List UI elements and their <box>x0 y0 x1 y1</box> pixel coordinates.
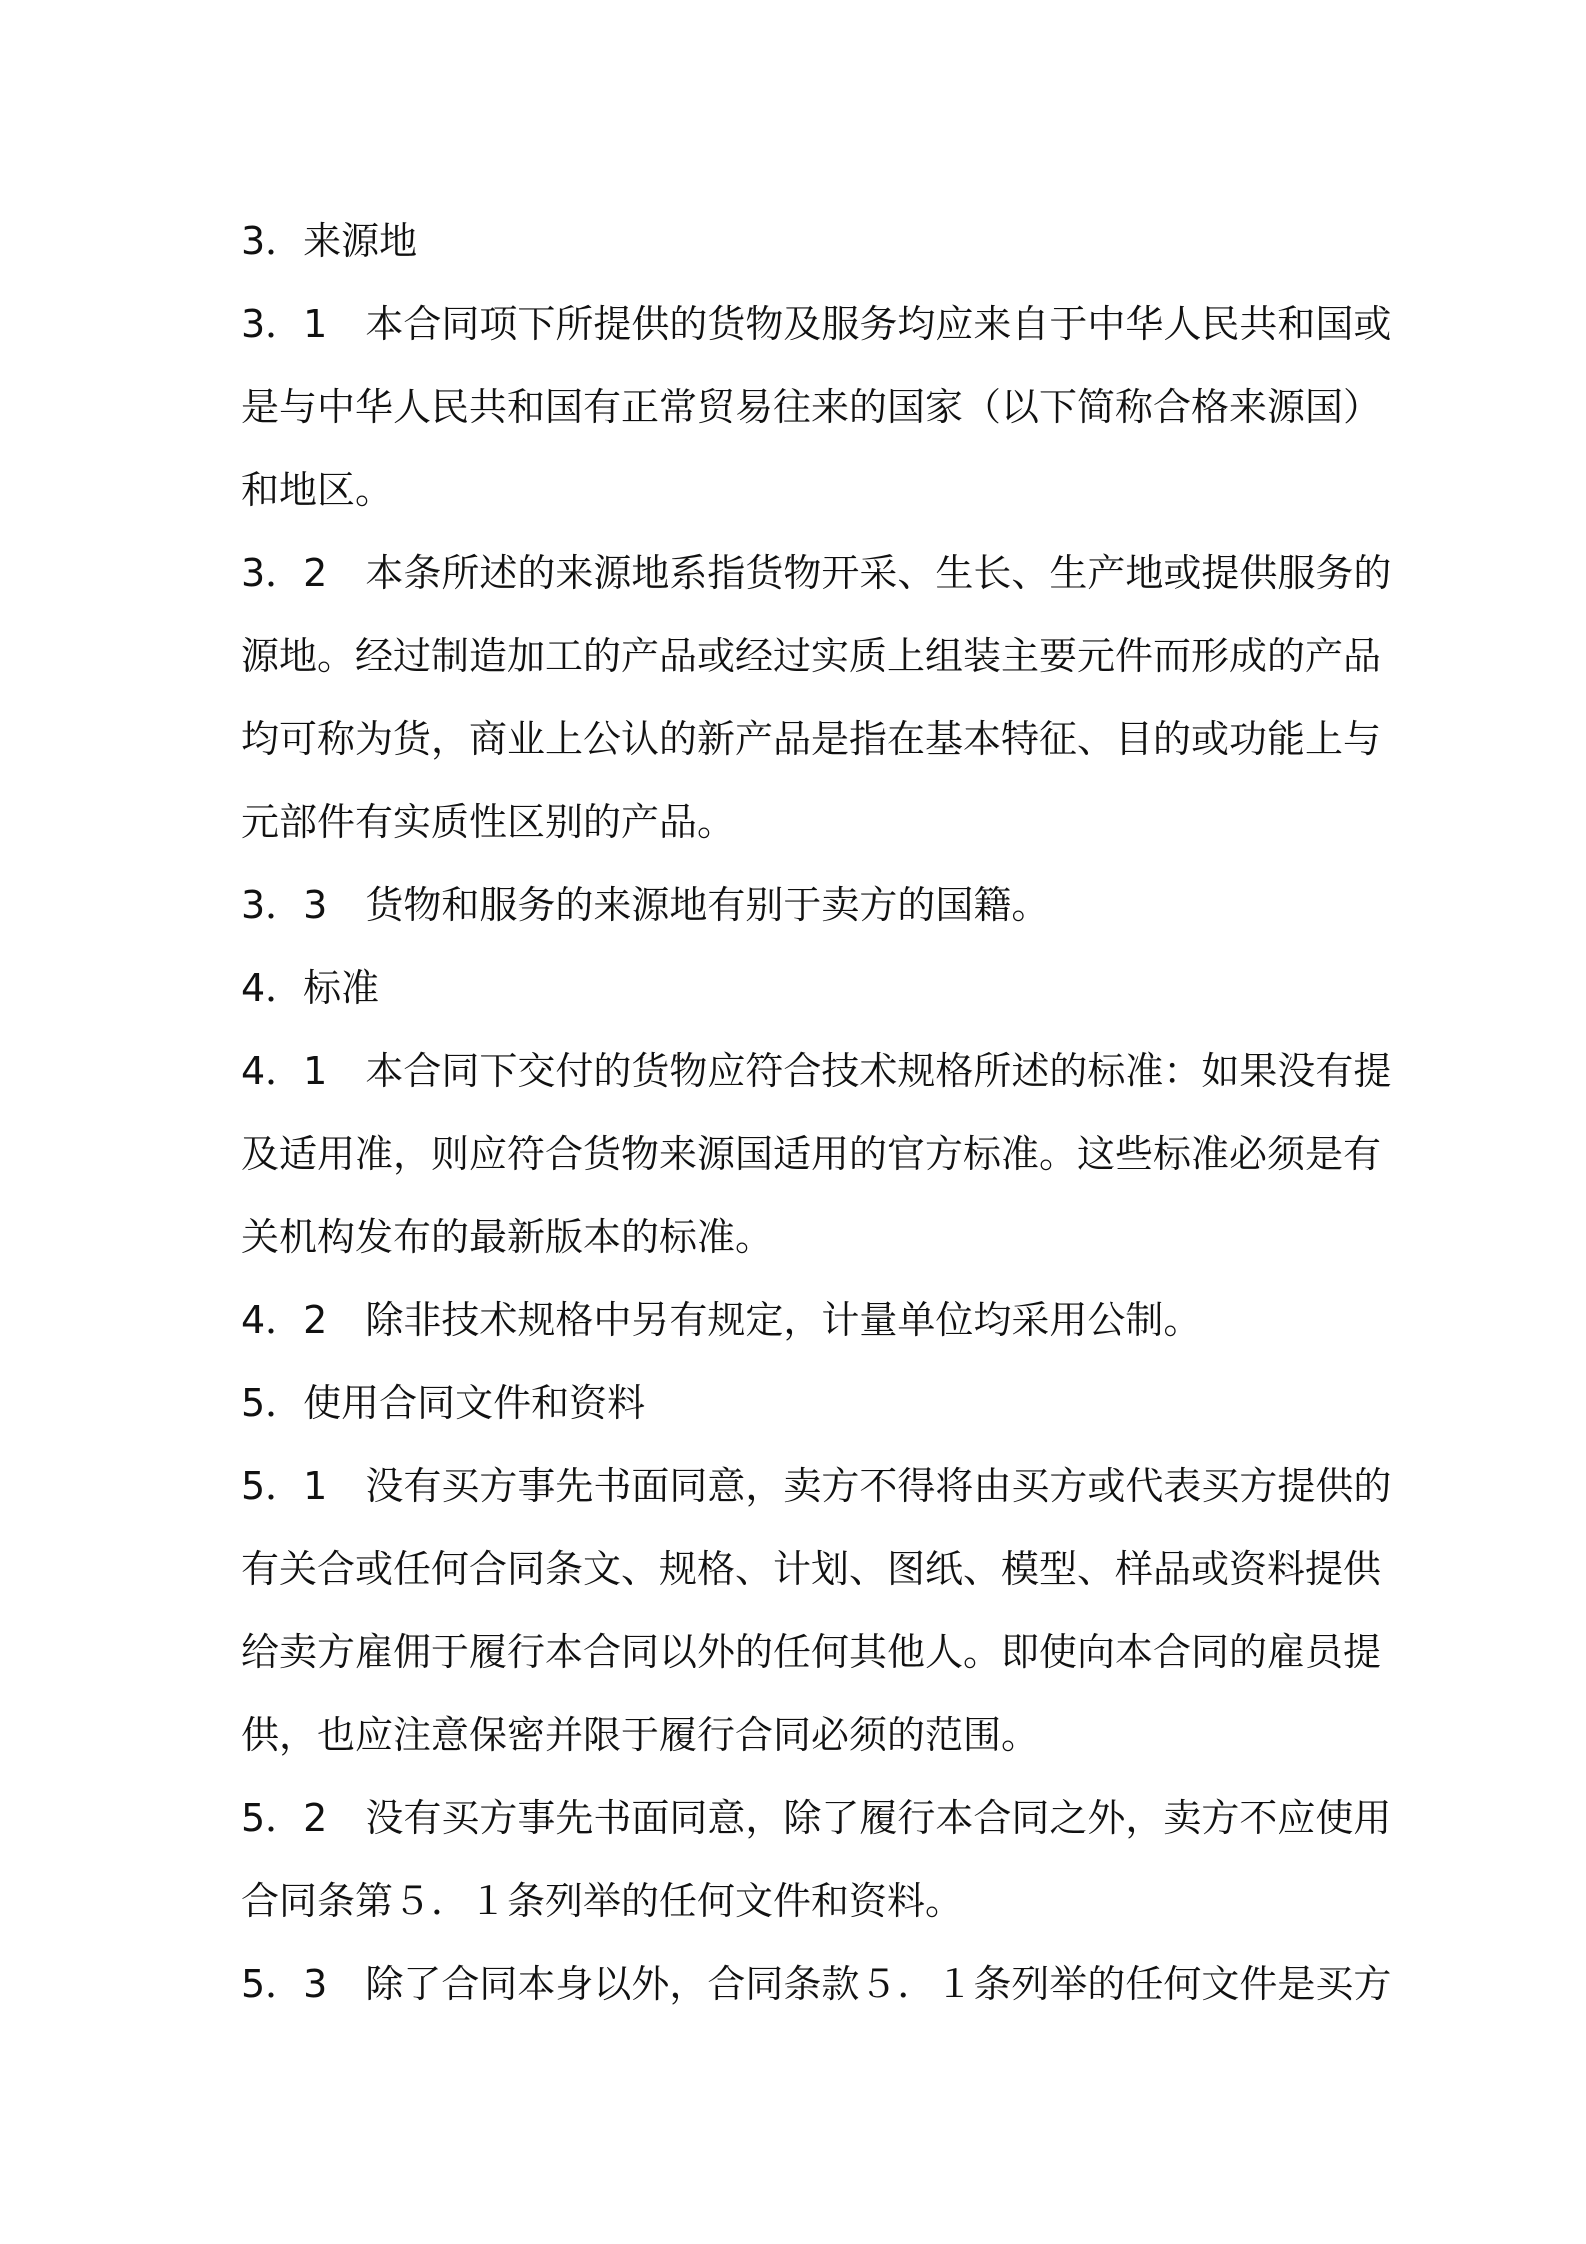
clause-3-2-line-1: 3．2 本条所述的来源地系指货物开采、生长、生产地或提供服务的 <box>241 551 1392 595</box>
clause-3-3-line-1: 3．3 货物和服务的来源地有别于卖方的国籍。 <box>241 883 1050 927</box>
clause-4-1-line-1: 4．1 本合同下交付的货物应符合技术规格所述的标准：如果没有提 <box>241 1049 1392 1093</box>
clause-3-2-line-3: 均可称为货，商业上公认的新产品是指在基本特征、目的或功能上与 <box>241 717 1382 761</box>
clause-3-2-line-4: 元部件有实质性区别的产品。 <box>241 800 736 844</box>
clause-4-2-line-1: 4．2 除非技术规格中另有规定，计量单位均采用公制。 <box>241 1298 1202 1342</box>
clause-5-2-line-1: 5．2 没有买方事先书面同意，除了履行本合同之外，卖方不应使用 <box>241 1796 1392 1840</box>
section-3-heading: 3．来源地 <box>241 219 418 263</box>
clause-5-2-line-2: 合同条第５．１条列举的任何文件和资料。 <box>241 1879 964 1923</box>
clause-5-1-line-2: 有关合或任何合同条文、规格、计划、图纸、模型、样品或资料提供 <box>241 1547 1382 1591</box>
clause-5-3-line-1: 5．3 除了合同本身以外，合同条款５．１条列举的任何文件是买方 <box>241 1962 1392 2006</box>
clause-3-1-line-2: 是与中华人民共和国有正常贸易往来的国家（以下简称合格来源国） <box>241 385 1382 429</box>
clause-5-1-line-1: 5．1 没有买方事先书面同意，卖方不得将由买方或代表买方提供的 <box>241 1464 1392 1508</box>
clause-3-1-line-3: 和地区。 <box>241 468 394 512</box>
clause-5-1-line-4: 供，也应注意保密并限于履行合同必须的范围。 <box>241 1713 1040 1757</box>
clause-4-1-line-2: 及适用准，则应符合货物来源国适用的官方标准。这些标准必须是有 <box>241 1132 1382 1176</box>
clause-4-1-line-3: 关机构发布的最新版本的标准。 <box>241 1215 774 1259</box>
clause-3-1-line-1: 3．1 本合同项下所提供的货物及服务均应来自于中华人民共和国或 <box>241 302 1392 346</box>
clause-3-2-line-2: 源地。经过制造加工的产品或经过实质上组装主要元件而形成的产品 <box>241 634 1382 678</box>
section-5-heading: 5．使用合同文件和资料 <box>241 1381 646 1425</box>
clause-5-1-line-3: 给卖方雇佣于履行本合同以外的任何其他人。即使向本合同的雇员提 <box>241 1630 1382 1674</box>
section-4-heading: 4．标准 <box>241 966 380 1010</box>
document-body <box>241 200 1392 2026</box>
